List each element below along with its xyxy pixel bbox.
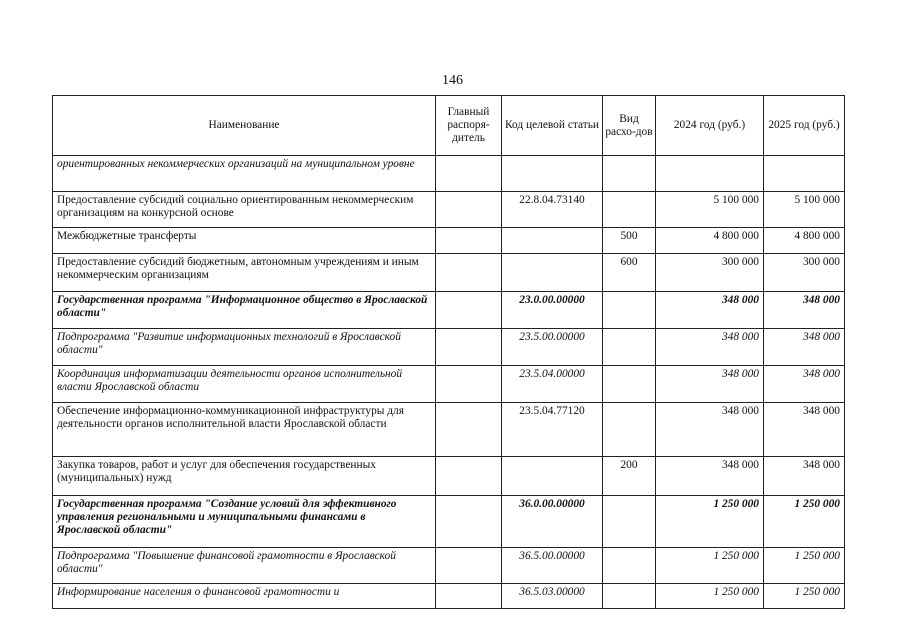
cell-year-2024: 1 250 000 — [656, 496, 764, 548]
cell-name: Государственная программа "Создание условий для эффективного управления региональными и муниципальными финансами в Ярославской области" — [53, 496, 436, 548]
cell-expense-type — [603, 156, 656, 192]
cell-main-manager — [436, 548, 502, 584]
cell-year-2025: 348 000 — [764, 366, 845, 403]
cell-main-manager — [436, 403, 502, 457]
cell-main-manager — [436, 254, 502, 292]
table-row — [53, 403, 845, 457]
table-row — [53, 254, 845, 292]
cell-expense-type — [603, 329, 656, 366]
cell-expense-type — [603, 366, 656, 403]
table-body — [53, 156, 845, 609]
page-number: 146 — [442, 73, 463, 88]
cell-name: Координация информатизации деятельности органов исполнительной власти Ярославской области — [53, 366, 436, 403]
cell-year-2025: 1 250 000 — [764, 548, 845, 584]
cell-year-2025: 1 250 000 — [764, 496, 845, 548]
cell-expense-type: 500 — [603, 228, 656, 254]
header-target-code: Код целевой статьи — [502, 96, 603, 156]
table-row — [53, 329, 845, 366]
header-name: Наименование — [53, 96, 436, 156]
cell-target-code — [502, 228, 603, 254]
cell-year-2025 — [764, 156, 845, 192]
header-year-2024: 2024 год (руб.) — [656, 96, 764, 156]
cell-main-manager — [436, 192, 502, 228]
table-row — [53, 228, 845, 254]
cell-year-2024 — [656, 156, 764, 192]
cell-main-manager — [436, 584, 502, 609]
header-main-manager: Главный распоря-дитель — [436, 96, 502, 156]
cell-year-2024: 4 800 000 — [656, 228, 764, 254]
cell-year-2024: 348 000 — [656, 329, 764, 366]
cell-year-2024: 348 000 — [656, 292, 764, 329]
table-row — [53, 584, 845, 609]
cell-name: Межбюджетные трансферты — [53, 228, 436, 254]
table-row — [53, 548, 845, 584]
cell-target-code — [502, 156, 603, 192]
cell-year-2024: 1 250 000 — [656, 584, 764, 609]
header-year-2025: 2025 год (руб.) — [764, 96, 845, 156]
cell-year-2025: 348 000 — [764, 403, 845, 457]
cell-year-2025: 5 100 000 — [764, 192, 845, 228]
cell-expense-type — [603, 192, 656, 228]
table-row — [53, 366, 845, 403]
cell-target-code: 23.5.04.77120 — [502, 403, 603, 457]
cell-target-code: 36.0.00.00000 — [502, 496, 603, 548]
cell-expense-type — [603, 292, 656, 329]
cell-name: Подпрограмма "Повышение финансовой грамотности в Ярославской области" — [53, 548, 436, 584]
cell-year-2025: 348 000 — [764, 292, 845, 329]
cell-expense-type — [603, 403, 656, 457]
cell-expense-type: 200 — [603, 457, 656, 496]
cell-year-2024: 348 000 — [656, 403, 764, 457]
table-row — [53, 457, 845, 496]
cell-name: Государственная программа "Информационное общество в Ярославской области" — [53, 292, 436, 329]
cell-target-code: 23.5.04.00000 — [502, 366, 603, 403]
cell-target-code: 22.8.04.73140 — [502, 192, 603, 228]
cell-expense-type: 600 — [603, 254, 656, 292]
cell-target-code: 36.5.03.00000 — [502, 584, 603, 609]
cell-year-2025: 4 800 000 — [764, 228, 845, 254]
cell-expense-type — [603, 584, 656, 609]
cell-name: Предоставление субсидий социально ориентированным некоммерческим организациям на конкурсной основе — [53, 192, 436, 228]
cell-target-code: 23.0.00.00000 — [502, 292, 603, 329]
cell-main-manager — [436, 292, 502, 329]
cell-year-2025: 300 000 — [764, 254, 845, 292]
cell-main-manager — [436, 156, 502, 192]
cell-main-manager — [436, 329, 502, 366]
table-header — [53, 96, 845, 156]
cell-target-code — [502, 457, 603, 496]
budget-table — [52, 95, 845, 609]
cell-target-code: 23.5.00.00000 — [502, 329, 603, 366]
cell-year-2024: 1 250 000 — [656, 548, 764, 584]
cell-expense-type — [603, 548, 656, 584]
cell-year-2024: 5 100 000 — [656, 192, 764, 228]
cell-name: Закупка товаров, работ и услуг для обеспечения государственных (муниципальных) нужд — [53, 457, 436, 496]
table-row — [53, 292, 845, 329]
table-row — [53, 192, 845, 228]
cell-main-manager — [436, 496, 502, 548]
cell-name: Информирование населения о финансовой грамотности и — [53, 584, 436, 609]
cell-target-code — [502, 254, 603, 292]
cell-year-2025: 1 250 000 — [764, 584, 845, 609]
cell-year-2024: 300 000 — [656, 254, 764, 292]
cell-year-2024: 348 000 — [656, 366, 764, 403]
header-expense-type: Вид расхо-дов — [603, 96, 656, 156]
cell-name: Обеспечение информационно-коммуникационной инфраструктуры для деятельности органов исполнительной власти Ярославской области — [53, 403, 436, 457]
cell-name: Подпрограмма "Развитие информационных технологий в Ярославской области" — [53, 329, 436, 366]
cell-name: ориентированных некоммерческих организаций на муниципальном уровне — [53, 156, 436, 192]
cell-target-code: 36.5.00.00000 — [502, 548, 603, 584]
table-row — [53, 156, 845, 192]
table-row — [53, 496, 845, 548]
cell-year-2024: 348 000 — [656, 457, 764, 496]
cell-year-2025: 348 000 — [764, 457, 845, 496]
cell-expense-type — [603, 496, 656, 548]
cell-year-2025: 348 000 — [764, 329, 845, 366]
cell-name: Предоставление субсидий бюджетным, автономным учреждениям и иным некоммерческим организациям — [53, 254, 436, 292]
cell-main-manager — [436, 366, 502, 403]
cell-main-manager — [436, 228, 502, 254]
cell-main-manager — [436, 457, 502, 496]
